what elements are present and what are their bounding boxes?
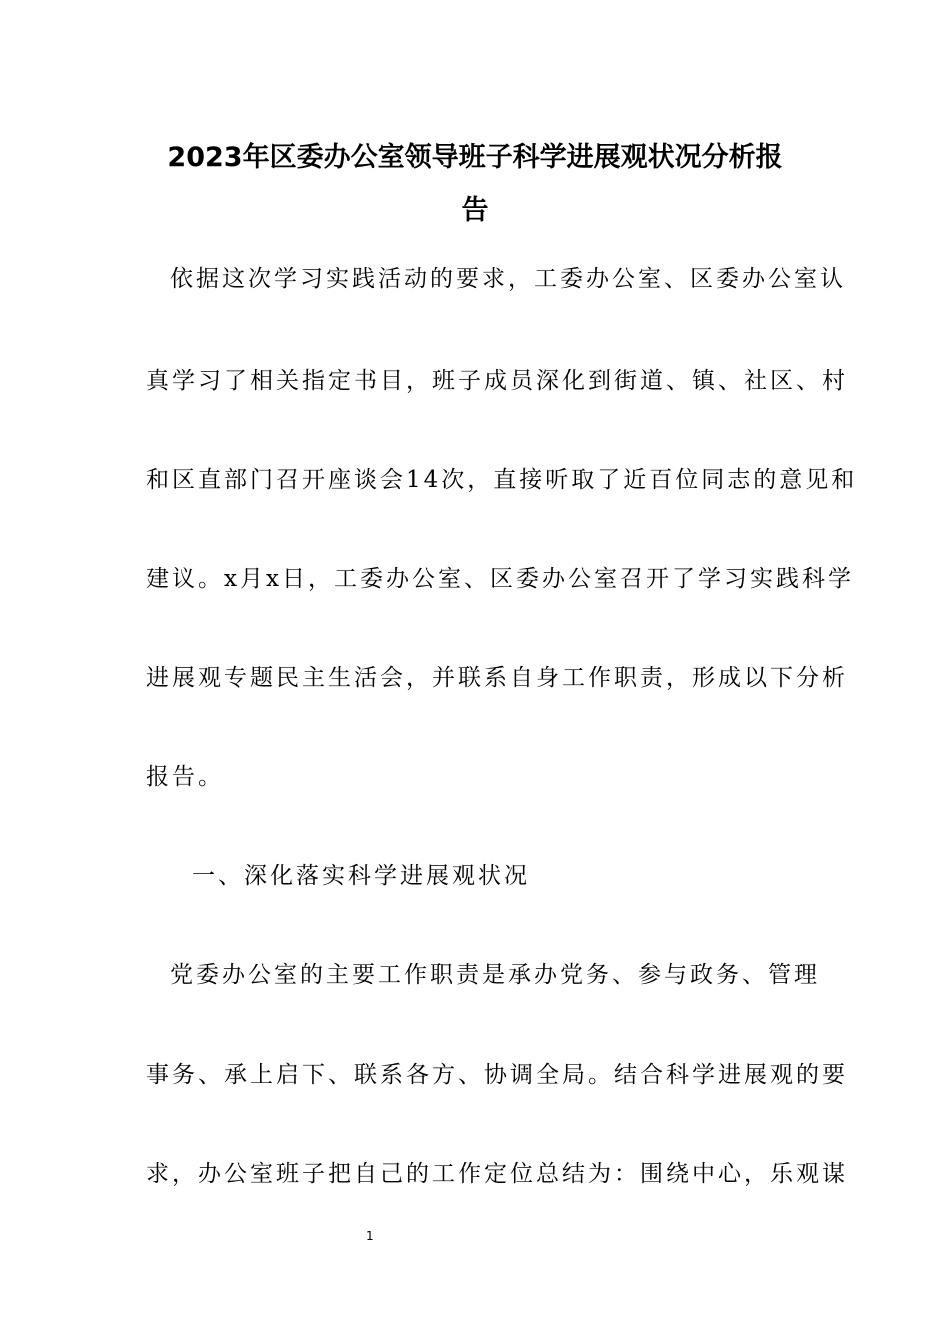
document-title-line-1: 2023年区委办公室领导班子科学进展观状况分析报: [167, 142, 783, 173]
paragraph-1-line-4: 建议。x月x日，工委办公室、区委办公室召开了学习实践科学: [146, 566, 854, 592]
paragraph-1-line-1: 依据这次学习实践活动的要求，工委办公室、区委办公室认: [170, 266, 846, 292]
page-number: 1: [366, 1229, 374, 1243]
paragraph-1-line-3: 和区直部门召开座谈会14次，直接听取了近百位同志的意见和: [146, 467, 858, 493]
paragraph-2-line-3: 求，办公室班子把自己的工作定位总结为：围绕中心，乐观谋: [146, 1161, 848, 1187]
document-title-line-2: 告: [461, 195, 489, 226]
paragraph-1-line-5: 进展观专题民主生活会，并联系自身工作职责，形成以下分析: [146, 665, 848, 691]
paragraph-2-line-1: 党委办公室的主要工作职责是承办党务、参与政务、管理: [170, 962, 820, 988]
paragraph-1-line-2: 真学习了相关指定书目，班子成员深化到街道、镇、社区、村: [146, 368, 848, 394]
paragraph-2-line-2: 事务、承上启下、联系各方、协调全局。结合科学进展观的要: [146, 1062, 848, 1088]
paragraph-1-line-6: 报告。: [146, 764, 224, 790]
section-heading: 一、深化落实科学进展观状况: [192, 863, 530, 889]
